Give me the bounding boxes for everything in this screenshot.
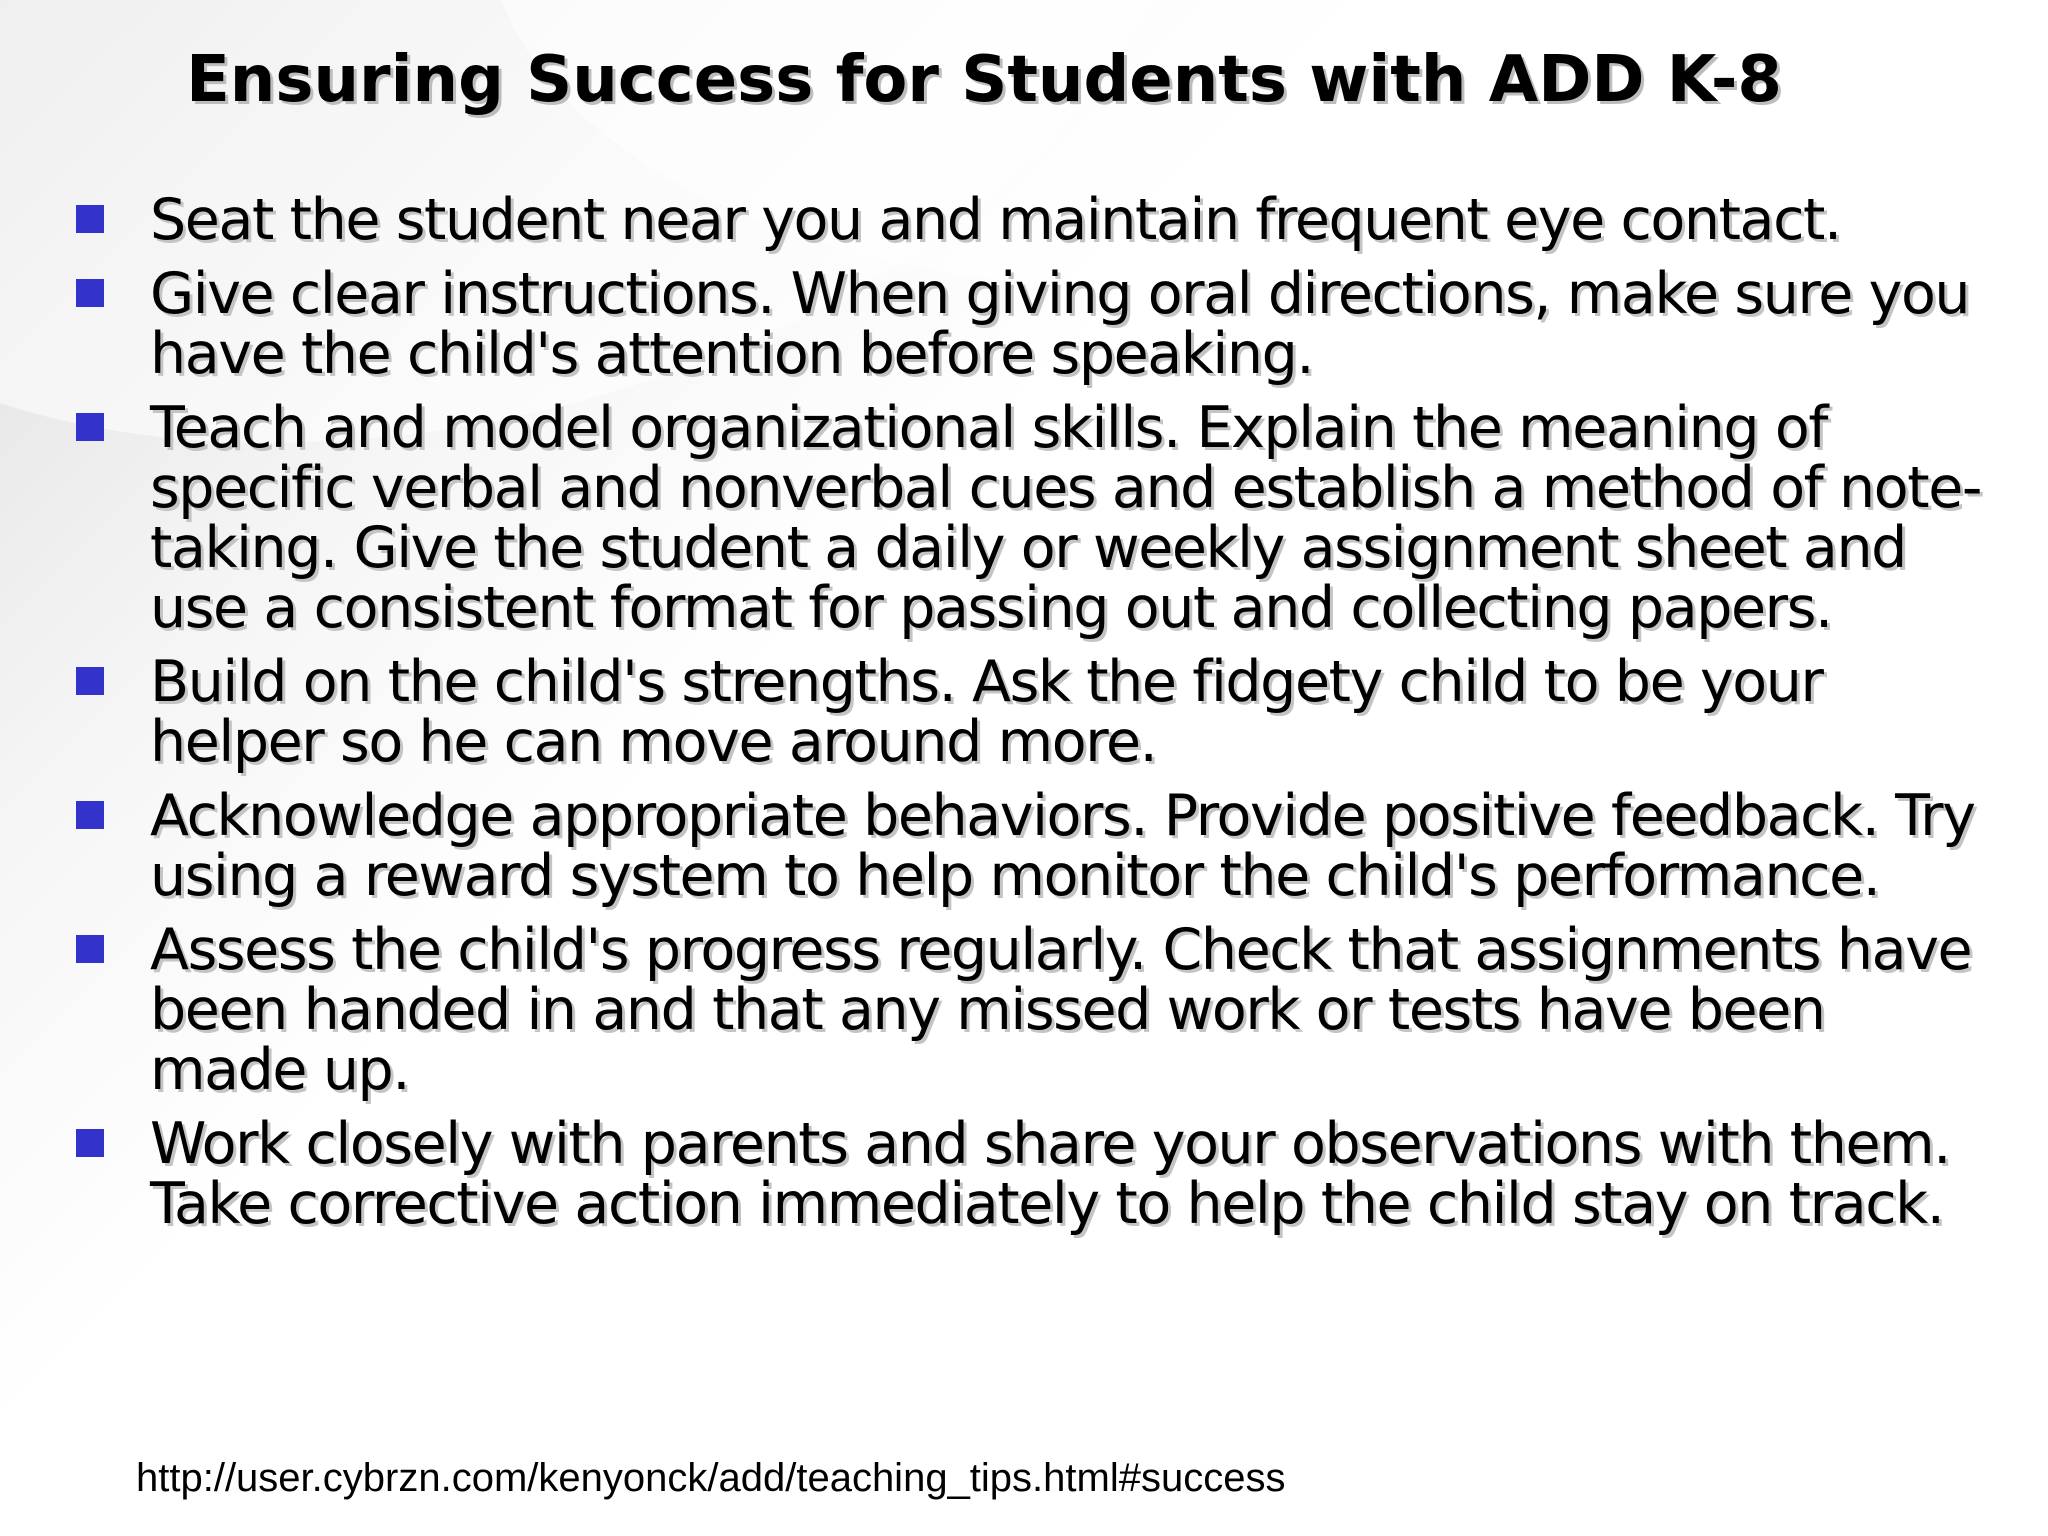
bullet-item [74, 261, 1994, 387]
source-url: http://user.cybrzn.com/kenyonck/add/teaching_tips.html#success [136, 1456, 1286, 1500]
bullet-list [74, 187, 1994, 1248]
bullet-item [74, 917, 1994, 1103]
square-bullet-icon [76, 205, 104, 233]
bullet-text: Seat the student near you and maintain frequent eye contact. [150, 187, 1841, 253]
square-bullet-icon [76, 1129, 104, 1157]
bullet-item [74, 1111, 1994, 1237]
bullet-text: Acknowledge appropriate behaviors. Provide positive feedback. Try using a reward system to help monitor the child's performance. [150, 783, 1975, 909]
bullet-text: Give clear instructions. When giving oral directions, make sure you have the child's attention before speaking. [150, 261, 1970, 387]
bullet-item [74, 187, 1994, 253]
bullet-text: Build on the child's strengths. Ask the fidgety child to be your helper so he can move around more. [150, 649, 1823, 775]
bullet-item [74, 395, 1994, 641]
bullet-text: Assess the child's progress regularly. Check that assignments have been handed in and that any missed work or tests have been made up. [150, 917, 1972, 1103]
bullet-text: Teach and model organizational skills. Explain the meaning of specific verbal and nonverbal cues and establish a method of note-taking. Give the student a daily or weekly assignment sheet and use a consistent format for passing out and collecting papers. [150, 395, 1982, 641]
slide-title: Ensuring Success for Students with ADD K-8 [186, 43, 1782, 117]
square-bullet-icon [76, 801, 104, 829]
square-bullet-icon [76, 935, 104, 963]
bullet-text: Work closely with parents and share your observations with them. Take corrective action immediately to help the child stay on track. [150, 1111, 1950, 1237]
square-bullet-icon [76, 667, 104, 695]
bullet-item [74, 783, 1994, 909]
square-bullet-icon [76, 413, 104, 441]
square-bullet-icon [76, 279, 104, 307]
bullet-item [74, 649, 1994, 775]
